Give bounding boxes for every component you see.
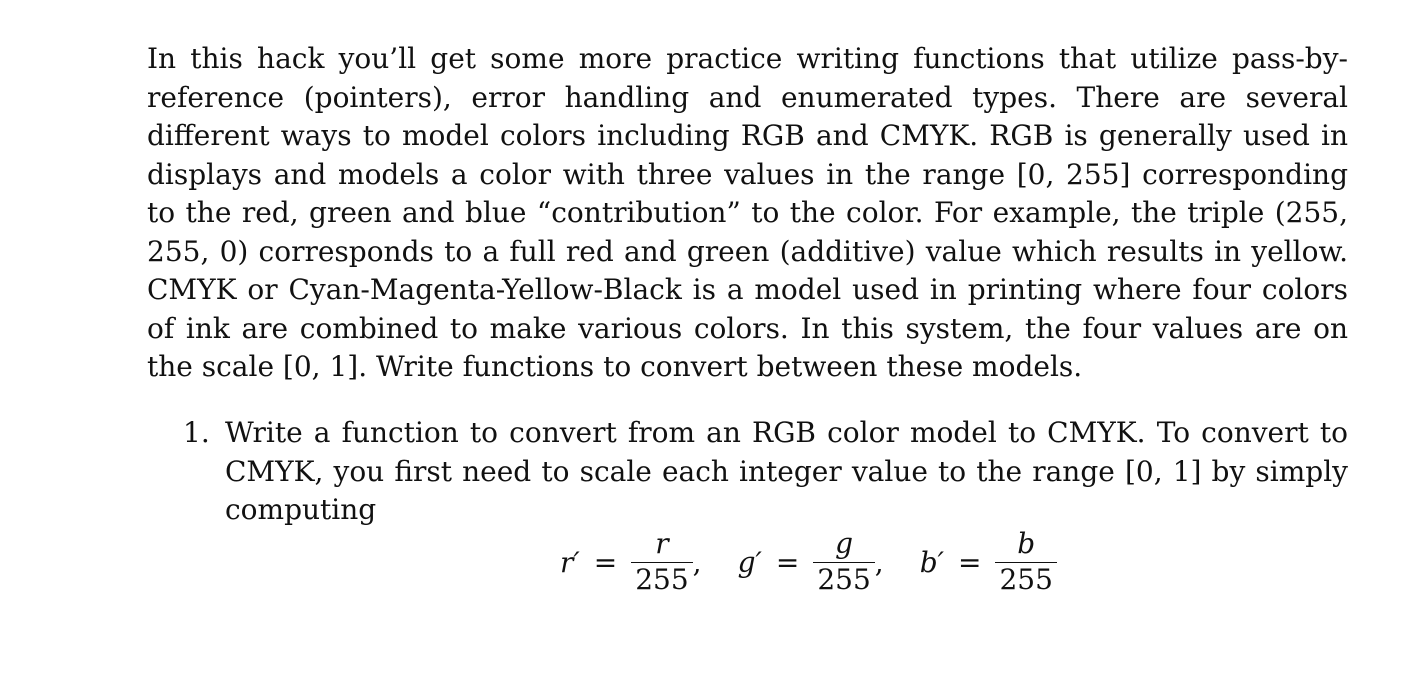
formula-equals: = [593, 545, 618, 579]
formula-term-g [737, 526, 920, 596]
formula-equals: = [775, 545, 800, 579]
fraction-numerator: b [1017, 526, 1036, 560]
formula-term-r [560, 526, 738, 596]
fraction-denominator: 255 [631, 562, 692, 596]
numbered-list [183, 414, 1348, 530]
formula-lhs: b′ [919, 545, 944, 579]
fraction-denominator: 255 [995, 562, 1056, 596]
formula-fraction [813, 526, 874, 596]
formula-term-b [919, 526, 1057, 596]
formula-equals: = [957, 545, 982, 579]
formula-separator: , [692, 546, 702, 580]
fraction-numerator: r [655, 526, 669, 560]
intro-paragraph: In this hack you’ll get some more practice writing functions that utilize pass-by-reference (pointers), error handling and enumerated types. There are several different ways to model colors including RGB and CMYK. RGB is generally used in displays and models a color with three values in the range [0, 255] corresponding to the red, green and blue “contribution” to the color. For example, the triple (255, 255, 0) corresponds to a full red and green (additive) value which results in yellow. CMYK or Cyan-Magenta-Yellow-Black is a model used in printing where four colors of ink are combined to make various colors. In this system, the four values are on the scale [0, 1]. Write functions to convert between these models. [147, 42, 1348, 383]
formula-fraction [995, 526, 1056, 596]
formula-separator: , [874, 546, 884, 580]
list-item-text: Write a function to convert from an RGB color model to CMYK. To convert to CMYK, you first need to scale each integer value to the range [0, 1] by simply computing [225, 416, 1348, 526]
formula-lhs: r′ [560, 545, 580, 579]
fraction-denominator: 255 [813, 562, 874, 596]
fraction-numerator: g [835, 526, 854, 560]
formula-lhs: g′ [737, 545, 762, 579]
scaling-formula [560, 522, 1057, 602]
formula-fraction [631, 526, 692, 596]
list-item [183, 414, 1348, 530]
list-item-number: 1. [183, 416, 210, 449]
